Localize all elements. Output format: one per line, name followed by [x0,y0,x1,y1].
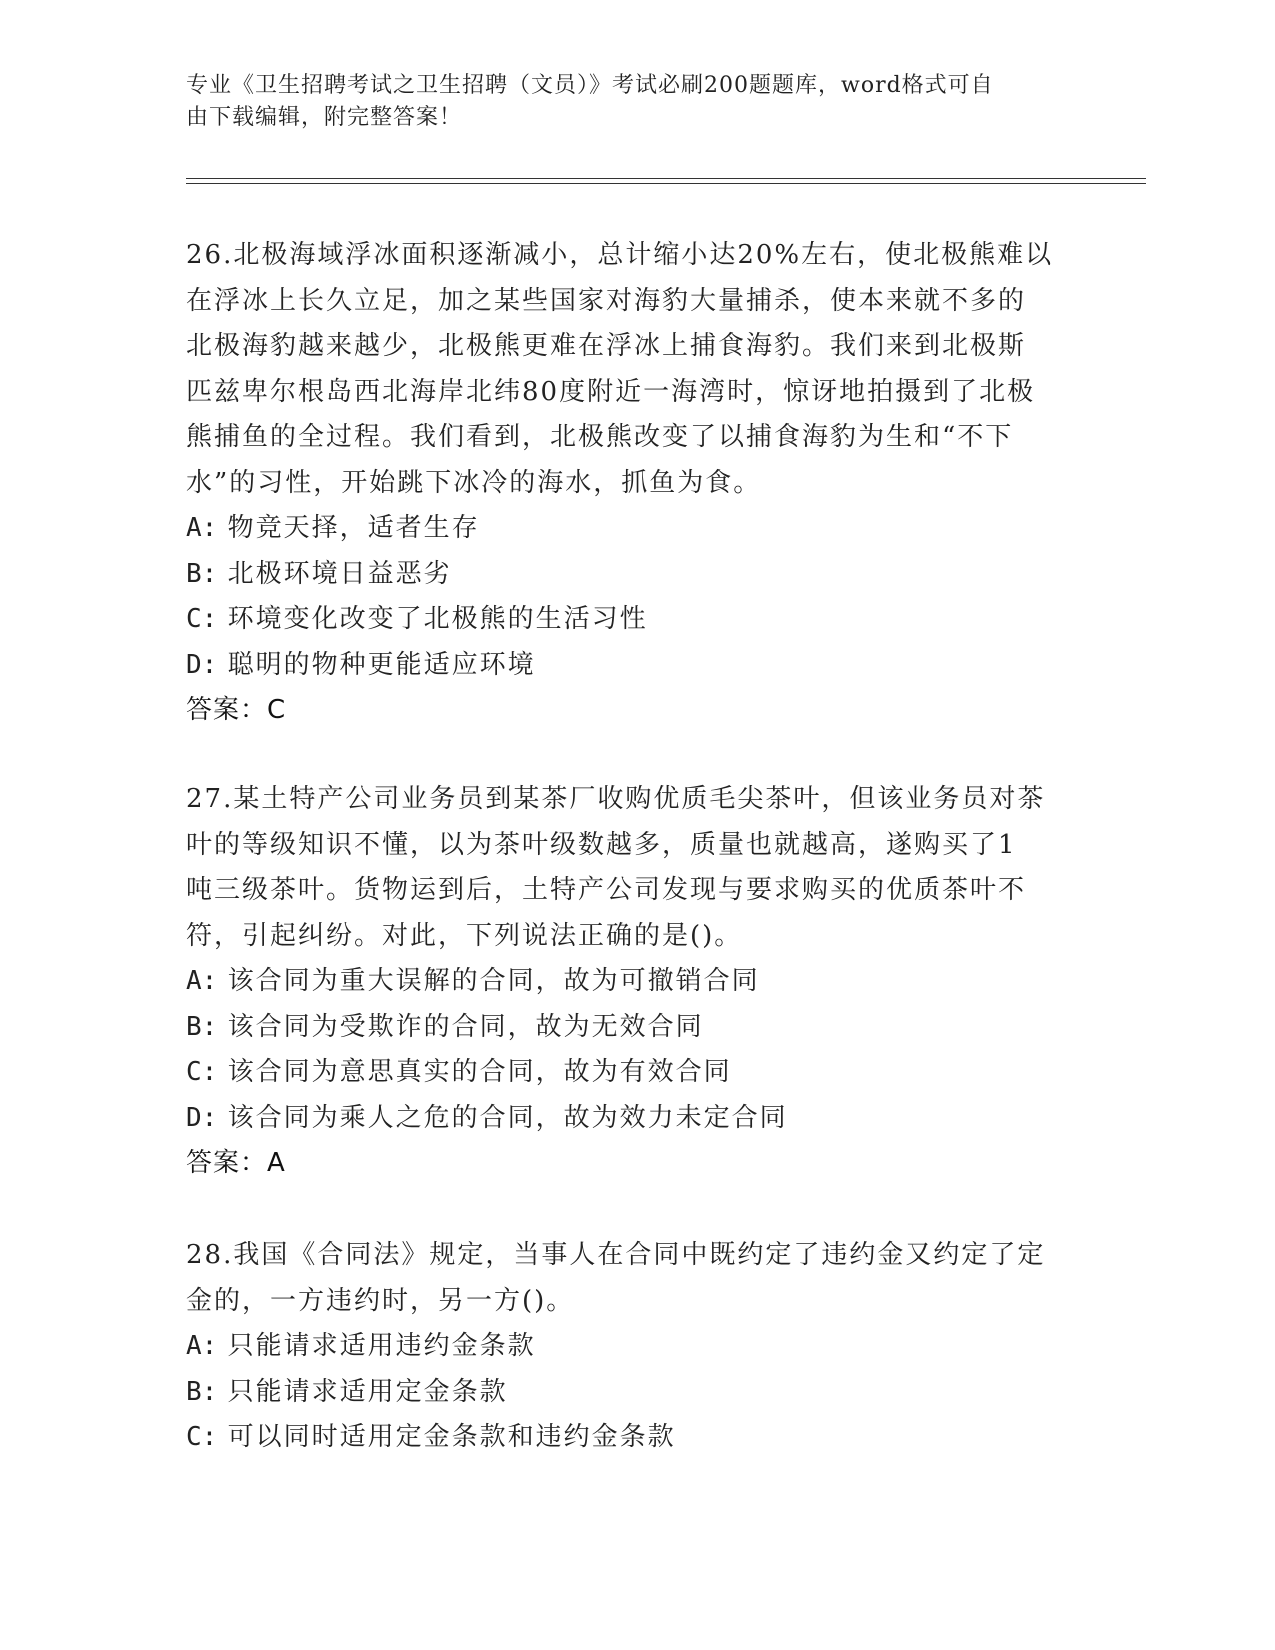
stem-line: 匹兹卑尔根岛西北海岸北纬80度附近一海湾时，惊讶地拍摄到了北极 [186,376,1036,407]
option-letter: A: [186,1331,218,1361]
question-stem [186,777,1066,959]
option-letter: B: [186,1376,218,1407]
option-text: 只能请求适用定金条款 [227,1376,508,1407]
header-divider-bottom [186,183,1146,184]
answer-line: 答案：C [186,695,287,725]
stem-line: 水”的习性，开始跳下冰冷的海水，抓鱼为食。 [186,467,762,498]
option-letter: C: [186,604,218,634]
stem-line: 26.北极海域浮冰面积逐渐减小，总计缩小达20%左右，使北极熊难以 [186,240,1054,270]
stem-line: 在浮冰上长久立足，加之某些国家对海豹大量捕杀，使本来就不多的 [186,285,1027,316]
stem-line: 金的，一方违约时，另一方()。 [186,1285,575,1316]
option-a [186,1324,1066,1370]
stem-line: 熊捕鱼的全过程。我们看到，北极熊改变了以捕食海豹为生和“不下 [186,422,1014,452]
option-text: 只能请求适用违约金条款 [227,1331,536,1361]
option-letter: B: [186,1011,218,1042]
option-text: 该合同为重大误解的合同，故为可撤销合同 [227,966,760,996]
stem-line: 叶的等级知识不懂，以为茶叶级数越多，质量也就越高，遂购买了1 [186,829,1017,860]
option-text: 环境变化改变了北极熊的生活习性 [227,604,648,634]
stem-line: 28.我国《合同法》规定，当事人在合同中既约定了违约金又约定了定 [186,1240,1046,1270]
option-letter: D: [186,649,218,680]
option-text: 可以同时适用定金条款和违约金条款 [227,1422,676,1452]
option-text: 物竞天择，适者生存 [227,513,480,543]
option-b [186,1370,1066,1416]
header-divider-top [186,178,1146,179]
option-text: 该合同为受欺诈的合同，故为无效合同 [227,1011,704,1042]
option-c [186,1050,1066,1096]
question-27 [186,777,1066,1187]
option-letter: A: [186,966,218,996]
option-letter: D: [186,1102,218,1133]
option-c [186,597,1066,643]
stem-line: 符，引起纠纷。对此，下列说法正确的是()。 [186,920,743,951]
option-b [186,552,1066,598]
option-text: 北极环境日益恶劣 [227,558,452,589]
stem-line: 北极海豹越来越少，北极熊更难在浮冰上捕食海豹。我们来到北极斯 [186,331,1027,361]
answer-line: 答案：A [186,1148,286,1178]
option-d [186,1096,1066,1142]
header-line-2: 由下载编辑，附完整答案！ [186,105,463,130]
option-text: 该合同为乘人之危的合同，故为效力未定合同 [227,1102,788,1133]
option-a [186,959,1066,1005]
option-letter: C: [186,1422,218,1452]
option-text: 聪明的物种更能适应环境 [227,649,536,680]
option-letter: A: [186,513,218,543]
question-28 [186,1233,1066,1461]
option-a [186,506,1066,552]
option-text: 该合同为意思真实的合同，故为有效合同 [227,1057,732,1087]
document-header [186,70,1066,134]
question-stem [186,233,1066,506]
stem-line: 吨三级茶叶。货物运到后，土特产公司发现与要求购买的优质茶叶不 [186,875,1027,905]
question-26 [186,233,1066,734]
stem-line: 27.某土特产公司业务员到某茶厂收购优质毛尖茶叶，但该业务员对茶 [186,784,1046,814]
option-letter: B: [186,558,218,589]
question-stem [186,1233,1066,1324]
option-b [186,1005,1066,1051]
option-d [186,643,1066,689]
option-letter: C: [186,1057,218,1087]
header-line-1: 专业《卫生招聘考试之卫生招聘（文员）》考试必刷200题题库，word格式可自 [186,73,994,98]
option-c [186,1415,1066,1461]
